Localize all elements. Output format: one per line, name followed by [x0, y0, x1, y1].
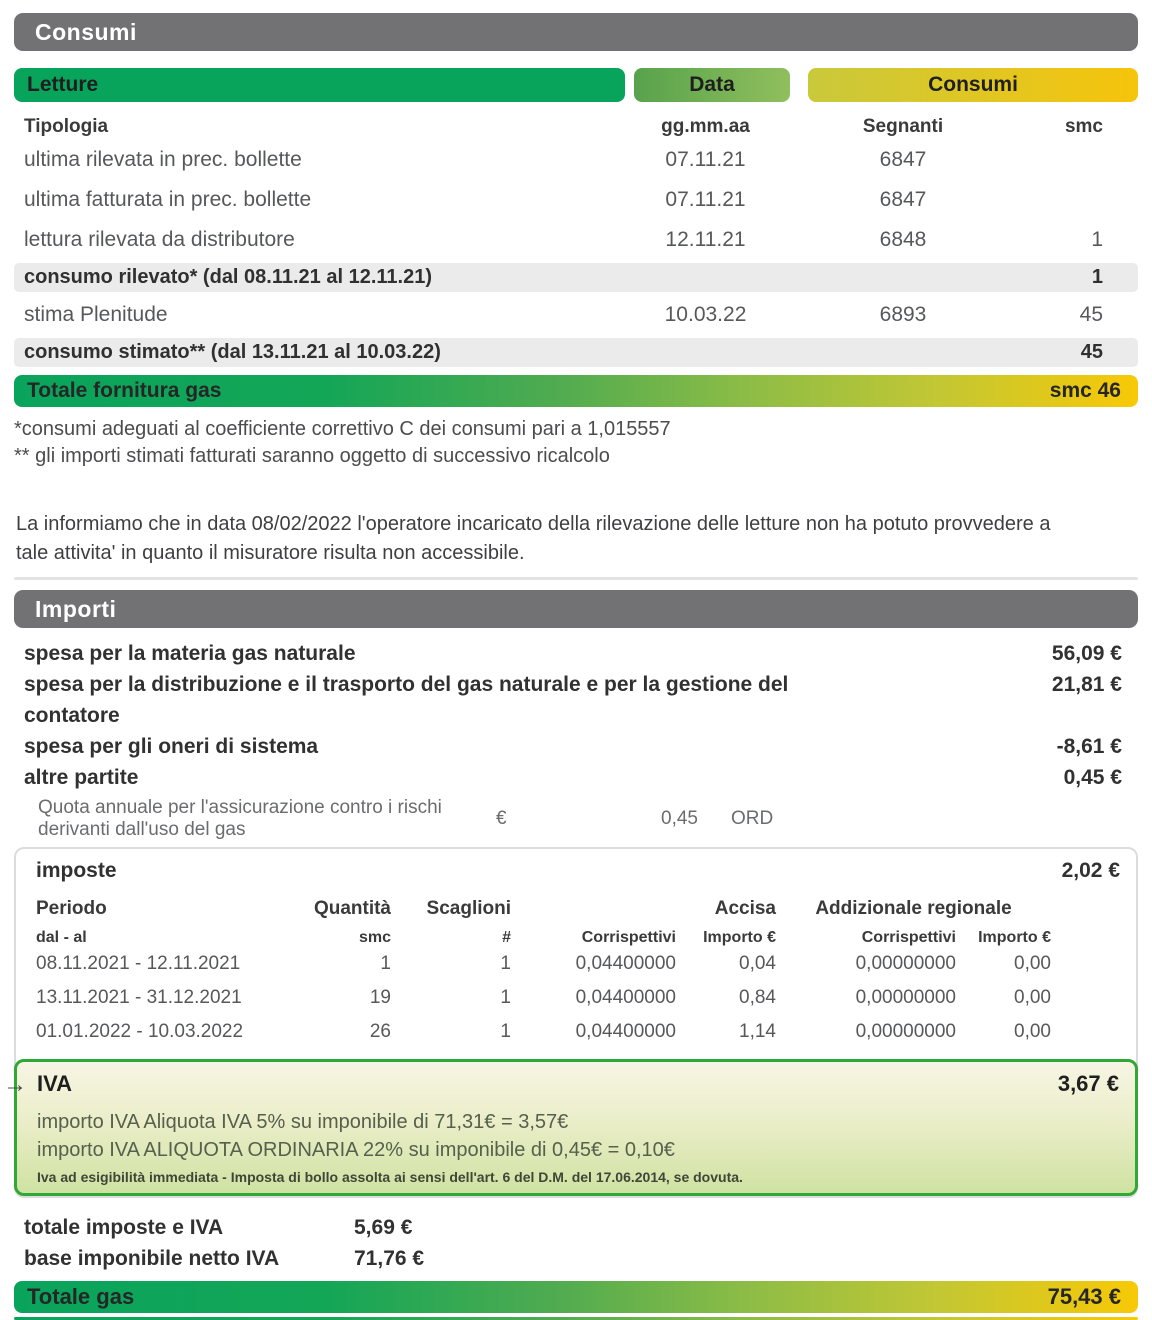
- row-segnanti: 6847: [879, 148, 927, 171]
- subcol-corrispettivi-addizionale: Corrispettivi: [861, 929, 956, 946]
- totale-gas-label: Totale gas: [27, 1284, 135, 1309]
- totale-imposte-label: totale imposte e IVA: [24, 1216, 224, 1239]
- row-smc: 1: [1091, 228, 1103, 251]
- iva-note: Iva ad esigibilità immediata - Imposta di bollo assolta ai sensi dell'art. 6 del D.M. del 17.06.2014, se dovuta.: [37, 1169, 743, 1185]
- footnote-coefficiente: *consumi adeguati al coefficiente correttivo C dei consumi pari a 1,015557: [14, 418, 671, 440]
- row-data: 07.11.21: [665, 188, 746, 211]
- consumi-bar-label: Consumi: [928, 73, 1018, 96]
- tax-corr2: 0,00000000: [855, 987, 956, 1008]
- imposte-header-row: [16, 857, 1136, 883]
- col-smc: smc: [1064, 116, 1103, 137]
- importi-section-title: Importi: [35, 595, 117, 622]
- iva-detail-line-2: importo IVA ALIQUOTA ORDINARIA 22% su imponibile di 0,45€ = 0,10€: [37, 1139, 675, 1161]
- subcol-corrispettivi-accisa: Corrispettivi: [581, 929, 676, 946]
- consumo-rilevato-band: [14, 263, 1138, 292]
- tax-imp1: 0,84: [739, 987, 776, 1008]
- table-row: [14, 180, 1138, 220]
- letture-bar: [14, 68, 625, 102]
- consumo-stimato-value: 45: [1080, 341, 1103, 363]
- quota-label: Quota annuale per l'assicurazione contro i rischi derivanti dall'uso del gas: [38, 797, 442, 840]
- footnote-ricalcolo: ** gli importi stimati fatturati saranno oggetto di successivo ricalcolo: [14, 445, 610, 467]
- consumi-bar: [808, 68, 1138, 102]
- tax-table-header: [16, 898, 1136, 920]
- col-segnanti: Segnanti: [862, 116, 944, 137]
- tax-corr1: 0,04400000: [575, 1021, 676, 1042]
- tax-periodo: 01.01.2022 - 10.03.2022: [36, 1021, 244, 1042]
- tax-periodo: 13.11.2021 - 31.12.2021: [36, 987, 242, 1008]
- totale-fornitura-gas-bar: [14, 375, 1138, 407]
- subcol-num: #: [502, 929, 511, 946]
- consumo-rilevato-label: consumo rilevato* (dal 08.11.21 al 12.11.21): [24, 266, 432, 288]
- base-imponibile-row: [24, 1243, 1138, 1274]
- col-periodo: Periodo: [36, 898, 107, 919]
- tax-corr1: 0,04400000: [575, 953, 676, 974]
- quota-assicurazione-row: [14, 797, 1138, 841]
- base-imponibile-label: base imponibile netto IVA: [24, 1247, 280, 1270]
- consumi-column-bars: [14, 68, 1138, 102]
- col-scaglioni: Scaglioni: [426, 898, 511, 919]
- iva-label: IVA: [37, 1071, 73, 1096]
- iva-detail-line-1: importo IVA Aliquota IVA 5% su imponibile di 71,31€ = 3,57€: [37, 1111, 569, 1133]
- totale-fornitura-value: smc 46: [1049, 379, 1121, 402]
- base-imponibile-value: 71,76 €: [354, 1247, 425, 1270]
- tax-quantita: 1: [380, 953, 391, 974]
- tax-imp2: 0,00: [1014, 1021, 1051, 1042]
- consumo-stimato-band: [14, 338, 1138, 367]
- totale-fornitura-label: Totale fornitura gas: [27, 379, 222, 402]
- row-smc: 45: [1079, 303, 1103, 326]
- tax-corr1: 0,04400000: [575, 987, 676, 1008]
- consumo-stimato-label: consumo stimato** (dal 13.11.21 al 10.03.22): [24, 341, 441, 363]
- tax-imp2: 0,00: [1014, 987, 1051, 1008]
- tax-scaglioni: 1: [500, 1021, 511, 1042]
- subcol-importo-accisa: Importo €: [703, 929, 776, 946]
- altre-partite-value: 0,45 €: [1063, 766, 1122, 789]
- spesa-distribuzione-value: 21,81 €: [1051, 673, 1122, 696]
- table-row: [16, 981, 1136, 1015]
- letture-table-header: [14, 114, 1138, 140]
- col-addizionale: Addizionale regionale: [815, 898, 1012, 919]
- consumi-footnotes: [14, 416, 1138, 470]
- row-data: 07.11.21: [665, 148, 746, 171]
- tax-quantita: 26: [369, 1021, 391, 1042]
- iva-total: 3,67 €: [1057, 1071, 1119, 1096]
- tax-scaglioni: 1: [500, 987, 511, 1008]
- col-quantita: Quantità: [313, 898, 391, 919]
- imposte-box: [3, 847, 1138, 1198]
- spesa-materia-row: [14, 638, 1138, 669]
- iva-header-row: [37, 1071, 1119, 1097]
- col-data: gg.mm.aa: [661, 116, 750, 137]
- row-tipologia: stima Plenitude: [24, 303, 168, 326]
- subcol-importo-addizionale: Importo €: [978, 929, 1051, 946]
- tax-quantita: 19: [369, 987, 391, 1008]
- row-tipologia: ultima fatturata in prec. bollette: [24, 188, 312, 211]
- totals-block: [14, 1212, 1138, 1274]
- arrow-right-icon: →: [3, 1071, 27, 1098]
- spesa-distribuzione-row: [14, 669, 1138, 731]
- col-tipologia: Tipologia: [24, 116, 109, 137]
- quota-value: 0,45: [661, 808, 698, 829]
- row-data: 10.03.22: [664, 303, 747, 326]
- totale-imposte-row: [24, 1212, 1138, 1243]
- importi-section-header: [14, 590, 1138, 628]
- table-row: [14, 295, 1138, 335]
- spesa-oneri-label: spesa per gli oneri di sistema: [24, 735, 319, 758]
- meter-reading-notice: La informiamo che in data 08/02/2022 l'operatore incaricato della rilevazione delle letture non ha potuto provvedere a tale attivita' in quanto il misuratore risulta non accessibile.: [16, 513, 1051, 564]
- tax-imp1: 0,04: [739, 953, 776, 974]
- spesa-materia-label: spesa per la materia gas naturale: [24, 642, 356, 665]
- table-row: [14, 140, 1138, 180]
- subcol-smc: smc: [358, 929, 391, 946]
- altre-partite-row: [14, 762, 1138, 793]
- quota-code: ORD: [731, 808, 774, 829]
- row-segnanti: 6847: [879, 188, 927, 211]
- consumi-section-header: [14, 13, 1138, 51]
- data-bar-label: Data: [689, 73, 735, 96]
- col-accisa: Accisa: [714, 898, 776, 919]
- row-tipologia: ultima rilevata in prec. bollette: [24, 148, 302, 171]
- tax-scaglioni: 1: [500, 953, 511, 974]
- altre-partite-label: altre partite: [24, 766, 139, 789]
- section-divider: [14, 577, 1138, 580]
- subcol-dal-al: dal - al: [36, 929, 87, 946]
- row-data: 12.11.21: [665, 228, 746, 251]
- consumi-section-title: Consumi: [35, 18, 137, 45]
- consumo-rilevato-value: 1: [1091, 266, 1103, 288]
- quota-currency: €: [496, 808, 507, 829]
- imposte-total: 2,02 €: [1061, 859, 1120, 882]
- tax-periodo: 08.11.2021 - 12.11.2021: [36, 953, 241, 974]
- iva-box: [3, 1059, 1138, 1196]
- spesa-materia-value: 56,09 €: [1051, 642, 1122, 665]
- tax-table-subheader: [16, 929, 1136, 947]
- row-segnanti: 6848: [879, 228, 927, 251]
- imposte-label: imposte: [36, 859, 117, 882]
- spesa-oneri-row: [14, 731, 1138, 762]
- totale-imposte-value: 5,69 €: [354, 1216, 413, 1239]
- table-row: [16, 1015, 1136, 1049]
- totale-gas-bar: [14, 1281, 1138, 1313]
- row-segnanti: 6893: [879, 303, 927, 326]
- tax-imp2: 0,00: [1014, 953, 1051, 974]
- tax-corr2: 0,00000000: [855, 953, 956, 974]
- tax-imp1: 1,14: [739, 1021, 776, 1042]
- row-tipologia: lettura rilevata da distributore: [24, 228, 295, 251]
- data-bar: [634, 68, 790, 102]
- spesa-distribuzione-label: spesa per la distribuzione e il trasporto del gas naturale e per la gestione del contatore: [24, 673, 789, 727]
- letture-bar-label: Letture: [27, 73, 99, 96]
- spesa-oneri-value: -8,61 €: [1056, 735, 1122, 758]
- table-row: [14, 220, 1138, 260]
- tax-corr2: 0,00000000: [855, 1021, 956, 1042]
- table-row: [16, 947, 1136, 981]
- totale-gas-value: 75,43 €: [1047, 1284, 1121, 1309]
